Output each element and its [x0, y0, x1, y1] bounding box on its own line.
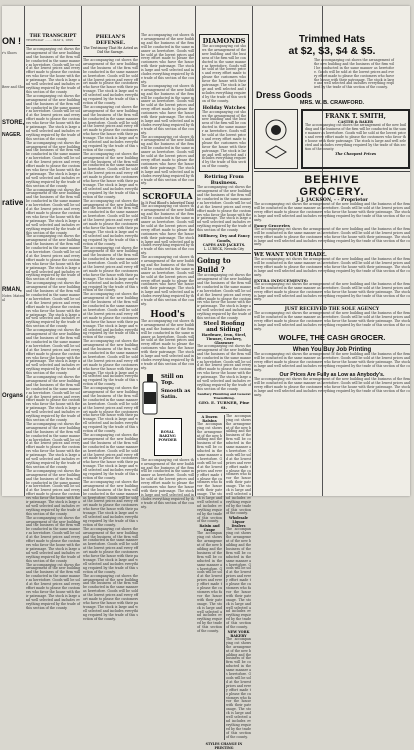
- ad-text: The accompanying cut shows the arrangement of the new building and the business of the firm will be conducted in the same manner as heretofore. Goods will be sold at the lowest prices and every effort made to please the customers who favor the house with their patronage. The stock is large and well selected and includes everything required by the trade of this section of the county.: [141, 204, 194, 256]
- ad-text: The accompanying cut shows the arrangement of the new building and the business of the firm will be conducted in the same manner as heretofore. Goods will be sold at the lowest prices and every effort made to please the customers who favor the house with their patronage. The stock is large and well selected and includes everything required by the trade of this section of the county.: [314, 58, 394, 90]
- ad-text: The accompanying cut shows the arrangement of the new building and the business of the firm will be conducted in the same manner as heretofore. Goods will be sold at the lowest prices and every effort made to please the customers who favor the house with their patronage. The stock is large and well selected and includes everything required by the trade of this section of the county.: [197, 343, 251, 391]
- ad-heading-steel: Steel Roofing and Siding!: [203, 320, 245, 333]
- smith-ad-row: [254, 109, 410, 169]
- fragment-heading: STORE,: [2, 119, 25, 126]
- column-2: [26, 6, 80, 610]
- ad-text: The accompanying cut shows the arrangement of the new building and the business of the firm will be conducted in the same manner as heretofore. Goods will be sold at the lowest prices and every effort made to please the customers who favor the house with their patronage. The stock is large and well selected and includes everything required by the trade of this section of the county.: [226, 527, 252, 630]
- column-rule: [24, 6, 25, 496]
- ad-subhead: In It Foul Blood's Inherited Taint: [141, 201, 194, 206]
- ad-heading-dozen: A Dozen Raisins: [201, 414, 218, 423]
- ad-heading-going-to-build: Going to Build ?: [197, 256, 231, 275]
- column-3: [83, 6, 139, 621]
- article-text: The accompanying cut shows the arrangement of the new building and the business of the firm will be conducted in the same manner as heretofore. Goods will be sold at the lowest prices and every effort made to please the customers who favor the house with their patronage. The stock is large and well selected and includes everything required by the trade of this section of the county.: [26, 46, 80, 94]
- divider: [197, 412, 251, 413]
- divider: [141, 188, 194, 189]
- ad-text: The accompanying cut shows the arrangement of the new building and the business of the firm will be conducted in the same manner as heretofore. Goods will be sold at the lowest prices and every effort made to please the customers who favor the house with their patronage. The stock is large and well selected and includes everything required by the trade of this section of the county.: [141, 318, 194, 370]
- ad-text: The accompanying cut shows the arrangement of the new building and the business of the firm will be conducted in the same manner as heretofore. Goods will be sold at the lowest prices and every effort made to please the customers who favor the house with their patronage. The stock is large and well selected and includes everything required by the trade of this section of the county.: [202, 109, 246, 169]
- newspaper-page: [2, 6, 410, 750]
- ad-line-plumbing: Sanitary Plumbing and General Tinsmithing.: [197, 391, 251, 400]
- ad-heading-trade: WE WANT YOUR TRADE.: [254, 252, 327, 259]
- ad-heading-trimmed-hats: Trimmed Hats: [298, 34, 366, 45]
- masthead: THE TRANSCRIPT: [29, 34, 77, 39]
- ornament-icon: [264, 118, 288, 142]
- article-text: The accompanying cut shows the arrangement of the new building and the business of the firm will be conducted in the same manner as heretofore. Goods will be sold at the lowest prices and every effort made to please the customers who favor the house with their patronage. The stock is large and well selected and includes everything required by the trade of this section of the county.: [141, 134, 194, 186]
- ad-text: The accompanying cut shows the arrangement of the new building and the business of the firm will be conducted in the same manner as heretofore. Goods will be sold at the lowest prices and every effort made to please the customers who favor the house with their patronage. The stock is large and well selected and includes everything required by the trade of this section of the county.: [202, 44, 246, 103]
- ad-text: The accompanying cut shows the arrangement of the new building and the business of the firm will be conducted in the same manner as heretofore. Goods will be sold at the lowest prices and every effort made to please the customers who favor the house with their patronage. The stock is large and well selected and includes everything required by the trade of this section of the county.: [197, 273, 251, 321]
- divider: [254, 249, 410, 250]
- column-rule: [139, 6, 140, 496]
- divider: [83, 56, 138, 57]
- ad-text: The accompanying cut shows the arrangement of the new building and the business of the firm will be conducted in the same manner as heretofore. Goods will be sold at the lowest prices and every effort made to please the customers who favor the house with their patronage. The stock is large and well selected and includes everything required by the trade of this section of the county.: [226, 636, 252, 739]
- article-text: The accompanying cut shows the arrangement of the new building and the business of the firm will be conducted in the same manner as heretofore. Goods will be sold at the lowest prices and every effort made to please the customers who favor the house with their patronage. The stock is large and well selected and includes everything required by the trade of this section of the county.: [141, 33, 194, 84]
- fragment-text: Notes Material: [2, 293, 24, 302]
- article-text: The accompanying cut shows the arrangement of the new building and the business of the firm will be conducted in the same manner as heretofore. Goods will be sold at the lowest prices and every effort made to please the customers who favor the house with their patronage. The stock is large and well selected and includes everything required by the trade of this section of the county.: [83, 198, 139, 246]
- ad-line-hardware: Hardware, Iron, Steel,: [201, 332, 247, 337]
- fragment-heading: ON !: [2, 36, 21, 46]
- fragment-text: r's Shoes: [2, 51, 17, 55]
- ad-signature-turner: GEO. E. TURNER, Pine St.: [198, 399, 250, 410]
- ad-heading-received: JUST RECEIVED THE SOLE AGENCY: [284, 307, 380, 313]
- article-text: The accompanying cut shows the arrangement of the new building and the business of the firm will be conducted in the same manner as heretofore. Goods will be sold at the lowest prices and every effort made to please the customers who favor the house with their patronage. The stock is large and well selected and includes everything required by the trade of this section of the county.: [83, 339, 139, 387]
- ad-subhead-capes: CAPES AND JACKETS.: [202, 243, 246, 248]
- ornament-icon: [264, 144, 288, 160]
- article-text: The accompanying cut shows the arrangement of the new building and the business of the firm will be conducted in the same manner as heretofore. Goods will be sold at the lowest prices and every effort made to please the customers who favor the house with their patronage. The stock is large and well selected and includes everything required by the trade of this section of the county.: [83, 245, 139, 293]
- column-5: [197, 6, 252, 750]
- ad-text: The accompanying cut shows the arrangement of the new building and the business of the firm will be conducted in the same manner as heretofore. Goods will be sold at the lowest prices and every effort made to please the customers who favor the house with their patronage. The stock is large and well selected and includes everything required by the trade of this section of the county.: [305, 123, 407, 151]
- ad-line-tinware: Tinware, Crockery, Glassware: [206, 336, 242, 345]
- article-text: The accompanying cut shows the arrangement of the new building and the business of the firm will be conducted in the same manner as heretofore. Goods will be sold at the lowest prices and every effort made to please the customers who favor the house with their patronage. The stock is large and well selected and includes everything required by the trade of this section of the county.: [26, 187, 80, 235]
- article-text: The accompanying cut shows the arrangement of the new building and the business of the firm will be conducted in the same manner as heretofore. Goods will be sold at the lowest prices and every effort made to please the customers who favor the house with their patronage. The stock is large and well selected and includes everything required by the trade of this section of the county.: [83, 292, 139, 340]
- ad-heading-retiring: Retiring From Business.: [204, 174, 244, 187]
- divider: [254, 171, 410, 172]
- still-on-top-ad: [141, 374, 194, 414]
- article-text: The accompanying cut shows the arrangement of the new building and the business of the firm will be conducted in the same manner as heretofore. Goods will be sold at the lowest prices and every effort made to please the customers who favor the house with their patronage. The stock is large and well selected and includes everything required by the trade of this section of the county.: [83, 526, 139, 574]
- fragment-heading: Organs: [2, 392, 24, 399]
- royal-label: ROYAL BAKING POWDER: [158, 430, 177, 442]
- ad-text: The accompanying cut shows the arrangement of the new building and the business of the firm will be conducted in the same manner as heretofore. Goods will be sold at the lowest prices and every effort made to please the customers who favor the house with their patronage. The stock is large and well selected and includes everything required by the trade of this section of the county.: [254, 311, 410, 331]
- ad-heading-fancy: Fancy Groceries: [254, 222, 290, 228]
- article-text: The accompanying cut shows the arrangement of the new building and the business of the firm will be conducted in the same manner as heretofore. Goods will be sold at the lowest prices and every effort made to please the customers who favor the house with their patronage. The stock is large and well selected and includes everything required by the trade of this section of the county.: [26, 93, 80, 141]
- dateline: THURSDAY ........ MAY 2, 1895: [26, 38, 73, 42]
- column-6: [254, 6, 410, 496]
- article-text: The accompanying cut shows the arrangement of the new building and the business of the firm will be conducted in the same manner as heretofore. Goods will be sold at the lowest prices and every effort made to please the customers who favor the house with their patronage. The stock is large and well selected and includes everything required by the trade of this section of the county.: [141, 83, 194, 135]
- ad-signature-crawford: MRS. W. B. CRAWFORD.: [299, 100, 365, 107]
- column-rule: [81, 6, 82, 496]
- divider: [254, 304, 410, 305]
- fragment-text: Beer and Sho: [2, 84, 24, 89]
- ad-heading-raisin: Raisin and Grape: [199, 524, 220, 533]
- article-text: The accompanying cut shows the arrangement of the new building and the business of the firm will be conducted in the same manner as heretofore. Goods will be sold at the lowest prices and every effort made to please the customers who favor the house with their patronage. The stock is large and well selected and includes everything required by the trade of this section of the county.: [83, 386, 139, 434]
- ad-heading-beehive: BEEHIVE: [304, 174, 360, 187]
- ad-text: The accompanying cut shows the arrangement of the new building and the business of the firm will be conducted in the same manner as heretofore. Goods will be sold at the lowest prices and every effort made to please the customers who favor the house with their patronage. The stock is large and well selected and includes everything required by the trade of this section of the county.: [254, 226, 410, 247]
- article-text: The accompanying cut shows the arrangement of the new building and the business of the firm will be conducted in the same manner as heretofore. Goods will be sold at the lowest prices and every effort made to please the customers who favor the house with their patronage. The stock is large and well selected and includes everything required by the trade of this section of the county.: [26, 140, 80, 188]
- left-edge-column: [2, 6, 24, 496]
- column-rule: [195, 6, 196, 496]
- frank-smith-ad: [301, 109, 410, 169]
- royal-baking-powder-can-icon: [154, 418, 182, 456]
- article-text: The accompanying cut shows the arrangement of the new building and the business of the firm will be conducted in the same manner as heretofore. Goods will be sold at the lowest prices and every effort made to please the customers who favor the house with their patronage. The stock is large and well selected and includes everything required by the trade of this section of the county.: [26, 562, 80, 610]
- liquor-ad: [224, 415, 251, 740]
- article-text: The accompanying cut shows the arrangement of the new building and the business of the firm will be conducted in the same manner as heretofore. Goods will be sold at the lowest prices and every effort made to please the customers who favor the house with their patronage. The stock is large and well selected and includes everything required by the trade of this section of the county.: [26, 328, 80, 376]
- ad-text: The accompanying cut shows the arrangement of the new building and the business of the firm will be conducted in the same manner as heretofore. Goods will be sold at the lowest prices and every effort made to please the customers who favor the house with their patronage. The stock is large and well selected and includes everything required by the trade of this section of the county.: [141, 255, 194, 306]
- ad-heading-bakery: NEW YORK BAKERY: [227, 629, 250, 638]
- bottle-icon: [141, 374, 159, 414]
- ad-text: The accompanying cut shows the arrangement of the new building and the business of the firm will be conducted in the same manner as heretofore. Goods will be sold at the lowest prices and every effort made to please the customers who favor the house with their patronage. The stock is large and well selected and includes everything required by the trade of this section of the county.: [254, 377, 410, 398]
- ad-heading-still: Still on Top.: [161, 373, 184, 386]
- ad-text: The accompanying cut shows the arrangement of the new building and the business of the firm will be conducted in the same manner as heretofore. Goods will be sold at the lowest prices and every effort made to please the customers who favor the house with their patronage. The stock is large and well selected and includes everything required by the trade of this section of the county.: [254, 202, 410, 222]
- article-text: The accompanying cut shows the arrangement of the new building and the business of the firm will be conducted in the same manner as heretofore. Goods will be sold at the lowest prices and every effort made to please the customers who favor the house with their patronage. The stock is large and well selected and includes everything required by the trade of this section of the county.: [26, 234, 80, 282]
- diamonds-ad: [199, 34, 249, 172]
- ad-heading-wholesale: Wholesale Liquor Dealers: [229, 516, 248, 529]
- ad-heading-job-printing: When You Buy Job Printing: [292, 346, 372, 353]
- divider: [26, 45, 80, 46]
- ad-text: The accompanying cut shows the arrangement of the new building and the business of the firm will be conducted in the same manner as heretofore. Goods will be sold at the lowest prices and every effort made to please the customers who favor the house with their patronage. The stock is large and well selected and includes everything required by the trade of this section of the county.: [254, 281, 410, 302]
- ad-text: The accompanying cut shows the arrangement of the new building and the business of the firm will be conducted in the same manner as heretofore. Goods will be sold at the lowest prices and every effort made to please the customers who favor the house with their patronage. The stock is large and well selected and includes everything required by the trade of this section of the county.: [197, 185, 251, 233]
- ad-heading-scrofula: SCROFULA: [142, 191, 193, 202]
- article-subhead: The Testimony That He Acted as Did the Savage.: [83, 46, 138, 54]
- divider: [254, 344, 410, 345]
- ad-heading-millinery: Millinery, Dry and Fancy Goods,: [198, 233, 250, 244]
- article-text: The accompanying cut shows the arrangement of the new building and the business of the firm will be conducted in the same manner as heretofore. Goods will be sold at the lowest prices and every effort made to please the customers who favor the house with their patronage. The stock is large and well selected and includes everything required by the trade of this section of the county.: [26, 468, 80, 516]
- ornament-box: [254, 109, 298, 169]
- ad-heading-holiday: Holiday Watches: [202, 105, 246, 111]
- ad-text: The accompanying cut shows the arrangement of the new building and the business of the firm will be conducted in the same manner as heretofore. Goods will be sold at the lowest prices and every effort made to please the customers who favor the house with their patronage. The stock is large and well selected and includes everything required by the trade of this section of the county.: [197, 421, 223, 524]
- ad-text: The accompanying cut shows the arrangement of the new building and the business of the firm will be conducted in the same manner as heretofore. Goods will be sold at the lowest prices and every effort made to please the customers who favor the house with their patronage. The stock is large and well selected and includes everything required by the trade of this section of the county.: [197, 531, 223, 634]
- fragment-heading: RMAN,: [2, 286, 22, 293]
- article-text: The accompanying cut shows the arrangement of the new building and the business of the firm will be conducted in the same manner as heretofore. Goods will be sold at the lowest prices and every effort made to please the customers who favor the house with their patronage. The stock is large and well selected and includes everything required by the trade of this section of the county.: [83, 151, 139, 199]
- ad-signature: L. LUBECK, Nevada City: [203, 247, 245, 252]
- ad-heading-dress-goods: Dress Goods: [256, 90, 313, 101]
- two-column-ads: [197, 415, 251, 740]
- ad-heading-smooth: Smooth as Satin.: [161, 387, 191, 400]
- divider: [197, 253, 251, 254]
- article-text: The accompanying cut shows the arrangement of the new building and the business of the firm will be conducted in the same manner as heretofore. Goods will be sold at the lowest prices and every effort made to please the customers who favor the house with their patronage. The stock is large and well selected and includes everything required by the trade of this section of the county.: [83, 58, 139, 105]
- article-text: The accompanying cut shows the arrangement of the new building and the business of the firm will be conducted in the same manner as heretofore. Goods will be sold at the lowest prices and every effort made to please the customers who favor the house with their patronage. The stock is large and well selected and includes everything required by the trade of this section of the county.: [26, 421, 80, 469]
- ad-text: The accompanying cut shows the arrangement of the new building and the business of the firm will be conducted in the same manner as heretofore. Goods will be sold at the lowest prices and every effort made to please the customers who favor the house with their patronage. The stock is large and well selected and includes everything required by the trade of this section of the county.: [226, 413, 252, 516]
- article-text: The accompanying cut shows the arrangement of the new building and the business of the firm will be conducted in the same manner as heretofore. Goods will be sold at the lowest prices and every effort made to please the customers who favor the house with their patronage. The stock is large and well selected and includes everything required by the trade of this section of the county.: [26, 281, 80, 329]
- ad-heading-prices: at $2, $3, $4 & $5.: [288, 45, 376, 57]
- ad-line-cheapest: The Cheapest Prices: [334, 151, 377, 156]
- article-text: The accompanying cut shows the arrangement of the new building and the business of the firm will be conducted in the same manner as heretofore. Goods will be sold at the lowest prices and every effort made to please the customers who favor the house with their patronage. The stock is large and well selected and includes everything required by the trade of this section of the county.: [26, 515, 80, 563]
- ad-heading-grocery: GROCERY.: [299, 186, 365, 199]
- column-4: [141, 6, 194, 509]
- fragment-heading: NAGER.: [2, 131, 22, 138]
- article-text: The accompanying cut shows the arrangement of the new building and the business of the firm will be conducted in the same manner as heretofore. Goods will be sold at the lowest prices and every effort made to please the customers who favor the house with their patronage. The stock is large and well selected and includes everything required by the trade of this section of the county.: [83, 479, 139, 527]
- ad-heading-smith: FRANK T. SMITH,: [325, 113, 386, 121]
- column-rule: [252, 6, 253, 496]
- ad-heading-diamonds: DIAMONDS: [202, 37, 246, 45]
- ad-heading-wolfe: WOLFE, THE CASH GROCER.: [278, 332, 386, 342]
- ad-text: The accompanying cut shows the arrangement of the new building and the business of the firm will be conducted in the same manner as heretofore. Goods will be sold at the lowest prices and every effort made to please the customers who favor the house with their patronage. The stock is large and well selected and includes everything required by the trade of this section of the county.: [254, 351, 410, 372]
- ad-subhead-smith: CASTER & BAKER: [338, 120, 373, 125]
- ad-heading-hoods: Hood's: [150, 309, 185, 320]
- ad-heading-our-prices: Our Prices Are Fully as Low as Anybody's.: [279, 372, 385, 379]
- article-text: The accompanying cut shows the arrangement of the new building and the business of the firm will be conducted in the same manner as heretofore. Goods will be sold at the lowest prices and every effort made to please the customers who favor the house with their patronage. The stock is large and well selected and includes everything required by the trade of this section of the county.: [26, 375, 80, 422]
- article-text: The accompanying cut shows the arrangement of the new building and the business of the firm will be conducted in the same manner as heretofore. Goods will be sold at the lowest prices and every effort made to please the customers who favor the house with their patronage. The stock is large and well selected and includes everything required by the trade of this section of the county.: [83, 433, 139, 480]
- ad-heading-styles: STYLES CHANGE IN PRINTING: [205, 741, 243, 750]
- ad-heading-inducements: EXTRA INDUCEMENTS:: [254, 277, 309, 283]
- fragment-heading: rative: [2, 197, 24, 207]
- raisin-ad: [197, 415, 222, 740]
- ad-text: The accompanying cut shows the arrangement of the new building and the business of the firm will be conducted in the same manner as heretofore. Goods will be sold at the lowest prices and every effort made to please the customers who favor the house with their patronage. The stock is large and well selected and includes everything required by the trade of this section of the county.: [141, 457, 194, 509]
- article-text: The accompanying cut shows the arrangement of the new building and the business of the firm will be conducted in the same manner as heretofore. Goods will be sold at the lowest prices and every effort made to please the customers who favor the house with their patronage. The stock is large and well selected and includes everything required by the trade of this section of the county.: [83, 573, 139, 621]
- ad-text: The accompanying cut shows the arrangement of the new building and the business of the firm will be conducted in the same manner as heretofore. Goods will be sold at the lowest prices and every effort made to please the customers who favor the house with their patronage. The stock is large and well selected and includes everything required by the trade of this section of the county.: [254, 257, 410, 277]
- ad-proprietor: J. J. JACKSON, - - Proprietor: [296, 198, 368, 204]
- article-text: The accompanying cut shows the arrangement of the new building and the business of the firm will be conducted in the same manner as heretofore. Goods will be sold at the lowest prices and every effort made to please the customers who favor the house with their patronage. The stock is large and well selected and includes everything required by the trade of this section of the county.: [83, 104, 139, 152]
- article-headline: PHELAN'S DEFENSE.: [95, 34, 126, 46]
